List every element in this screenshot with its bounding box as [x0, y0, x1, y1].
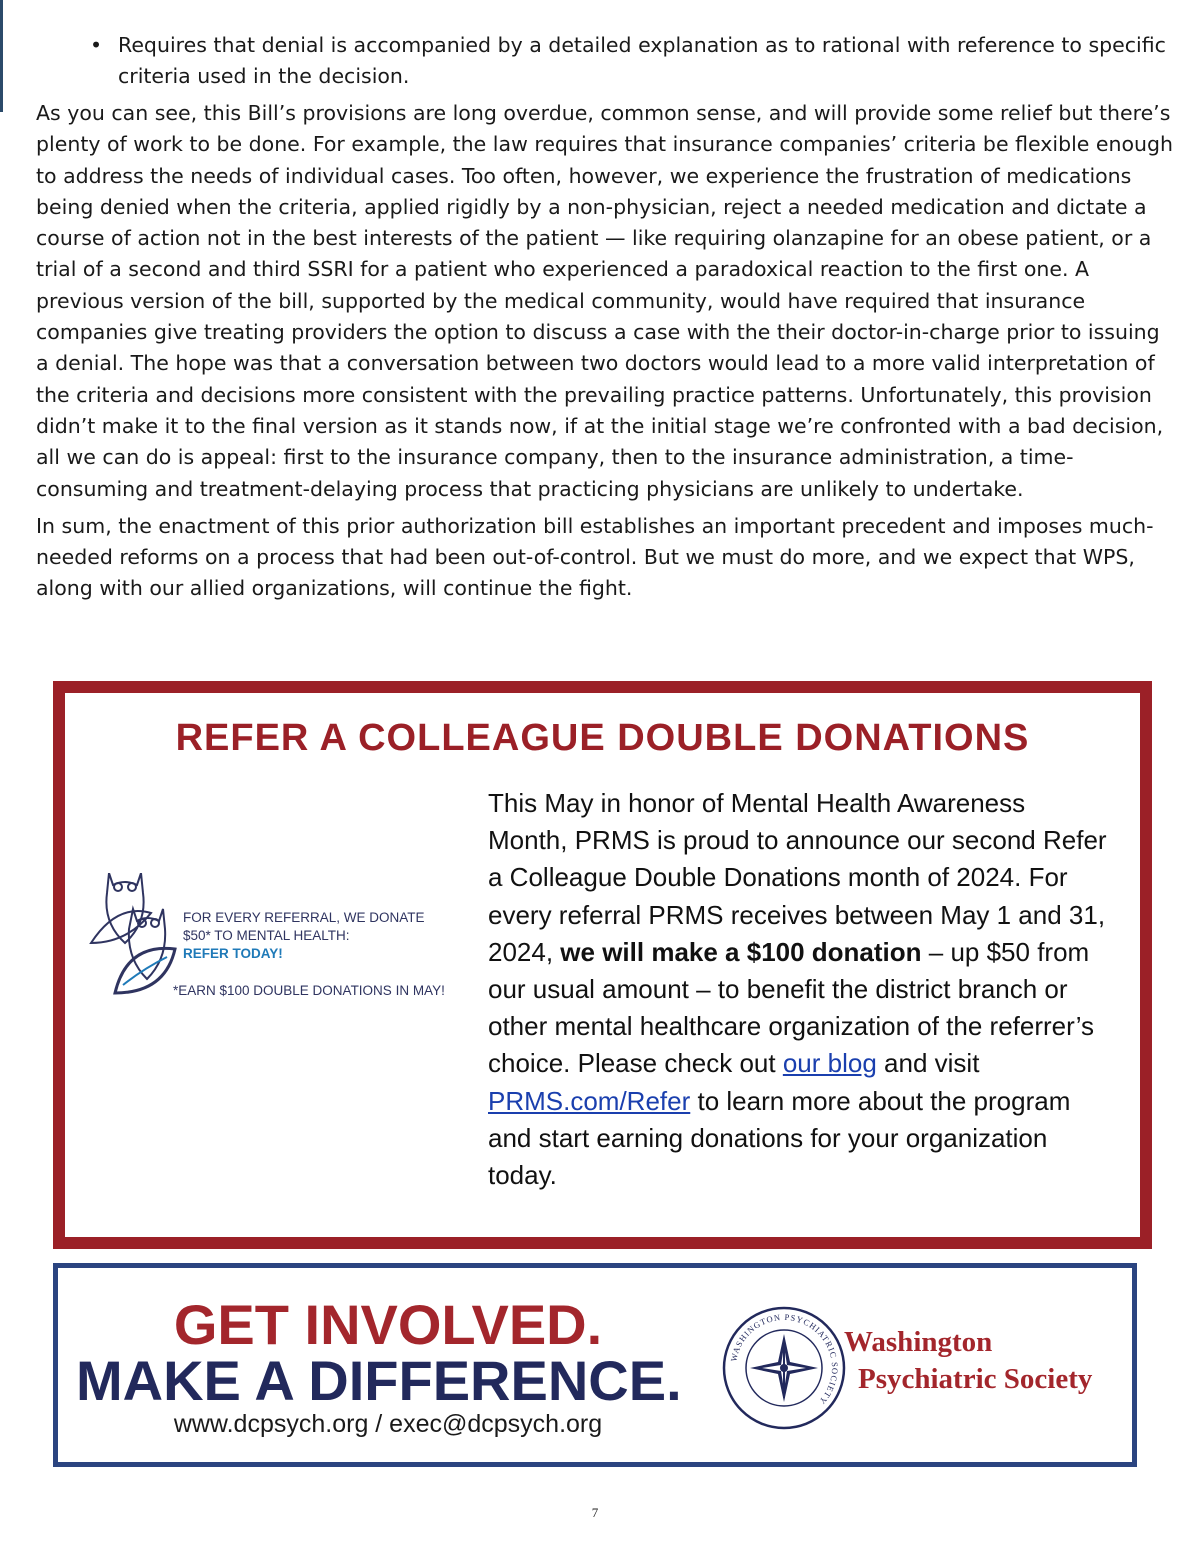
refer-text: This May in honor of Mental Health Awareness Month, PRMS is proud to announce our second Refer a Colleague Double Donations month of 2024. For every referral PRMS receives between May 1 and 31, 2024,	[488, 788, 1107, 967]
promo-earn-note: *EARN $100 DOUBLE DONATIONS IN MAY!	[173, 983, 445, 998]
article-paragraph: As you can see, this Bill’s provisions are long overdue, common sense, and will provide some relief but there’s plenty of work to be done. For example, the law requires that insurance companies’ criteria be flexible enough to address the needs of individual cases. Too often, however, we experience the frustration of medications being denied when the criteria, applied rigidly by a non-physician, reject a needed medication and dictate a course of action not in the best interests of the patient — like requiring olanzapine for an obese patient, or a trial of a second and third SSRI for a patient who experienced a paradoxical reaction to the first one. A previous version of the bill, supported by the medical community, would have required that insurance companies give treating providers the option to discuss a case with the their doctor-in-charge prior to issuing a denial. The hope was that a conversation between two doctors would lead to a more valid interpretation of the criteria and decisions more consistent with the prevailing practice patterns. Unfortunately, this provision didn’t make it to the final version as it stands now, if at the initial stage we’re confronted with a bad decision, all we can do is appeal: first to the insurance company, then to the insurance administration, a time-consuming and treatment-delaying process that practicing physicians are unlikely to undertake.	[36, 101, 1174, 501]
promo-text	[183, 909, 425, 963]
prms-refer-link[interactable]: PRMS.com/Refer	[488, 1085, 691, 1116]
refer-text: and visit	[876, 1048, 980, 1079]
blog-link[interactable]: our blog	[782, 1048, 877, 1079]
page-number: 7	[591, 1505, 599, 1520]
make-a-difference-heading: MAKE A DIFFERENCE.	[76, 1349, 682, 1412]
refer-text: – up $50 from our usual amount – to benefit the district branch or other mental healthcare organization of the referrer’s choice. Please check out	[488, 936, 1095, 1079]
list-item: • Requires that denial is accompanied by a detailed explanation as to rational with reference to specific criteria used in the decision.	[118, 30, 1176, 92]
refer-title: REFER A COLLEAGUE DOUBLE DONATIONS	[175, 717, 1030, 759]
refer-description	[488, 785, 1108, 1194]
society-name-line: Psychiatric Society	[858, 1363, 1093, 1395]
article-body	[36, 30, 1176, 611]
svg-text:WASHINGTON PSYCHIATRIC SOCIETY: WASHINGTON PSYCHIATRIC SOCIETY	[728, 1311, 841, 1407]
society-name-line: Washington	[844, 1326, 993, 1358]
donation-highlight: we will make a $100 donation	[560, 936, 922, 967]
society-name	[844, 1324, 1092, 1398]
get-involved-banner	[53, 1263, 1137, 1467]
requirements-list	[36, 30, 1176, 92]
owl-icon	[87, 873, 197, 1053]
article-paragraph: In sum, the enactment of this prior authorization bill establishes an important precedent and imposes much-needed reforms on a process that had been out-of-control. But we must do more, and we expect that WPS, along with our allied organizations, will continue the fight.	[36, 513, 1154, 601]
get-involved-heading: GET INVOLVED.	[173, 1293, 603, 1356]
society-seal-icon	[722, 1306, 846, 1430]
contact-info[interactable]: www.dcpsych.org / exec@dcpsych.org	[173, 1410, 603, 1438]
left-margin-rule	[0, 0, 3, 112]
promo-line: $50* TO MENTAL HEALTH:	[183, 928, 350, 943]
promo-line: FOR EVERY REFERRAL, WE DONATE	[183, 910, 425, 925]
refer-a-colleague-box	[53, 681, 1152, 1249]
refer-text: to learn more about the program and start earning donations for your organization today.	[488, 1085, 1071, 1191]
refer-promo-graphic	[87, 853, 487, 1033]
refer-today-link[interactable]: REFER TODAY!	[183, 946, 283, 961]
